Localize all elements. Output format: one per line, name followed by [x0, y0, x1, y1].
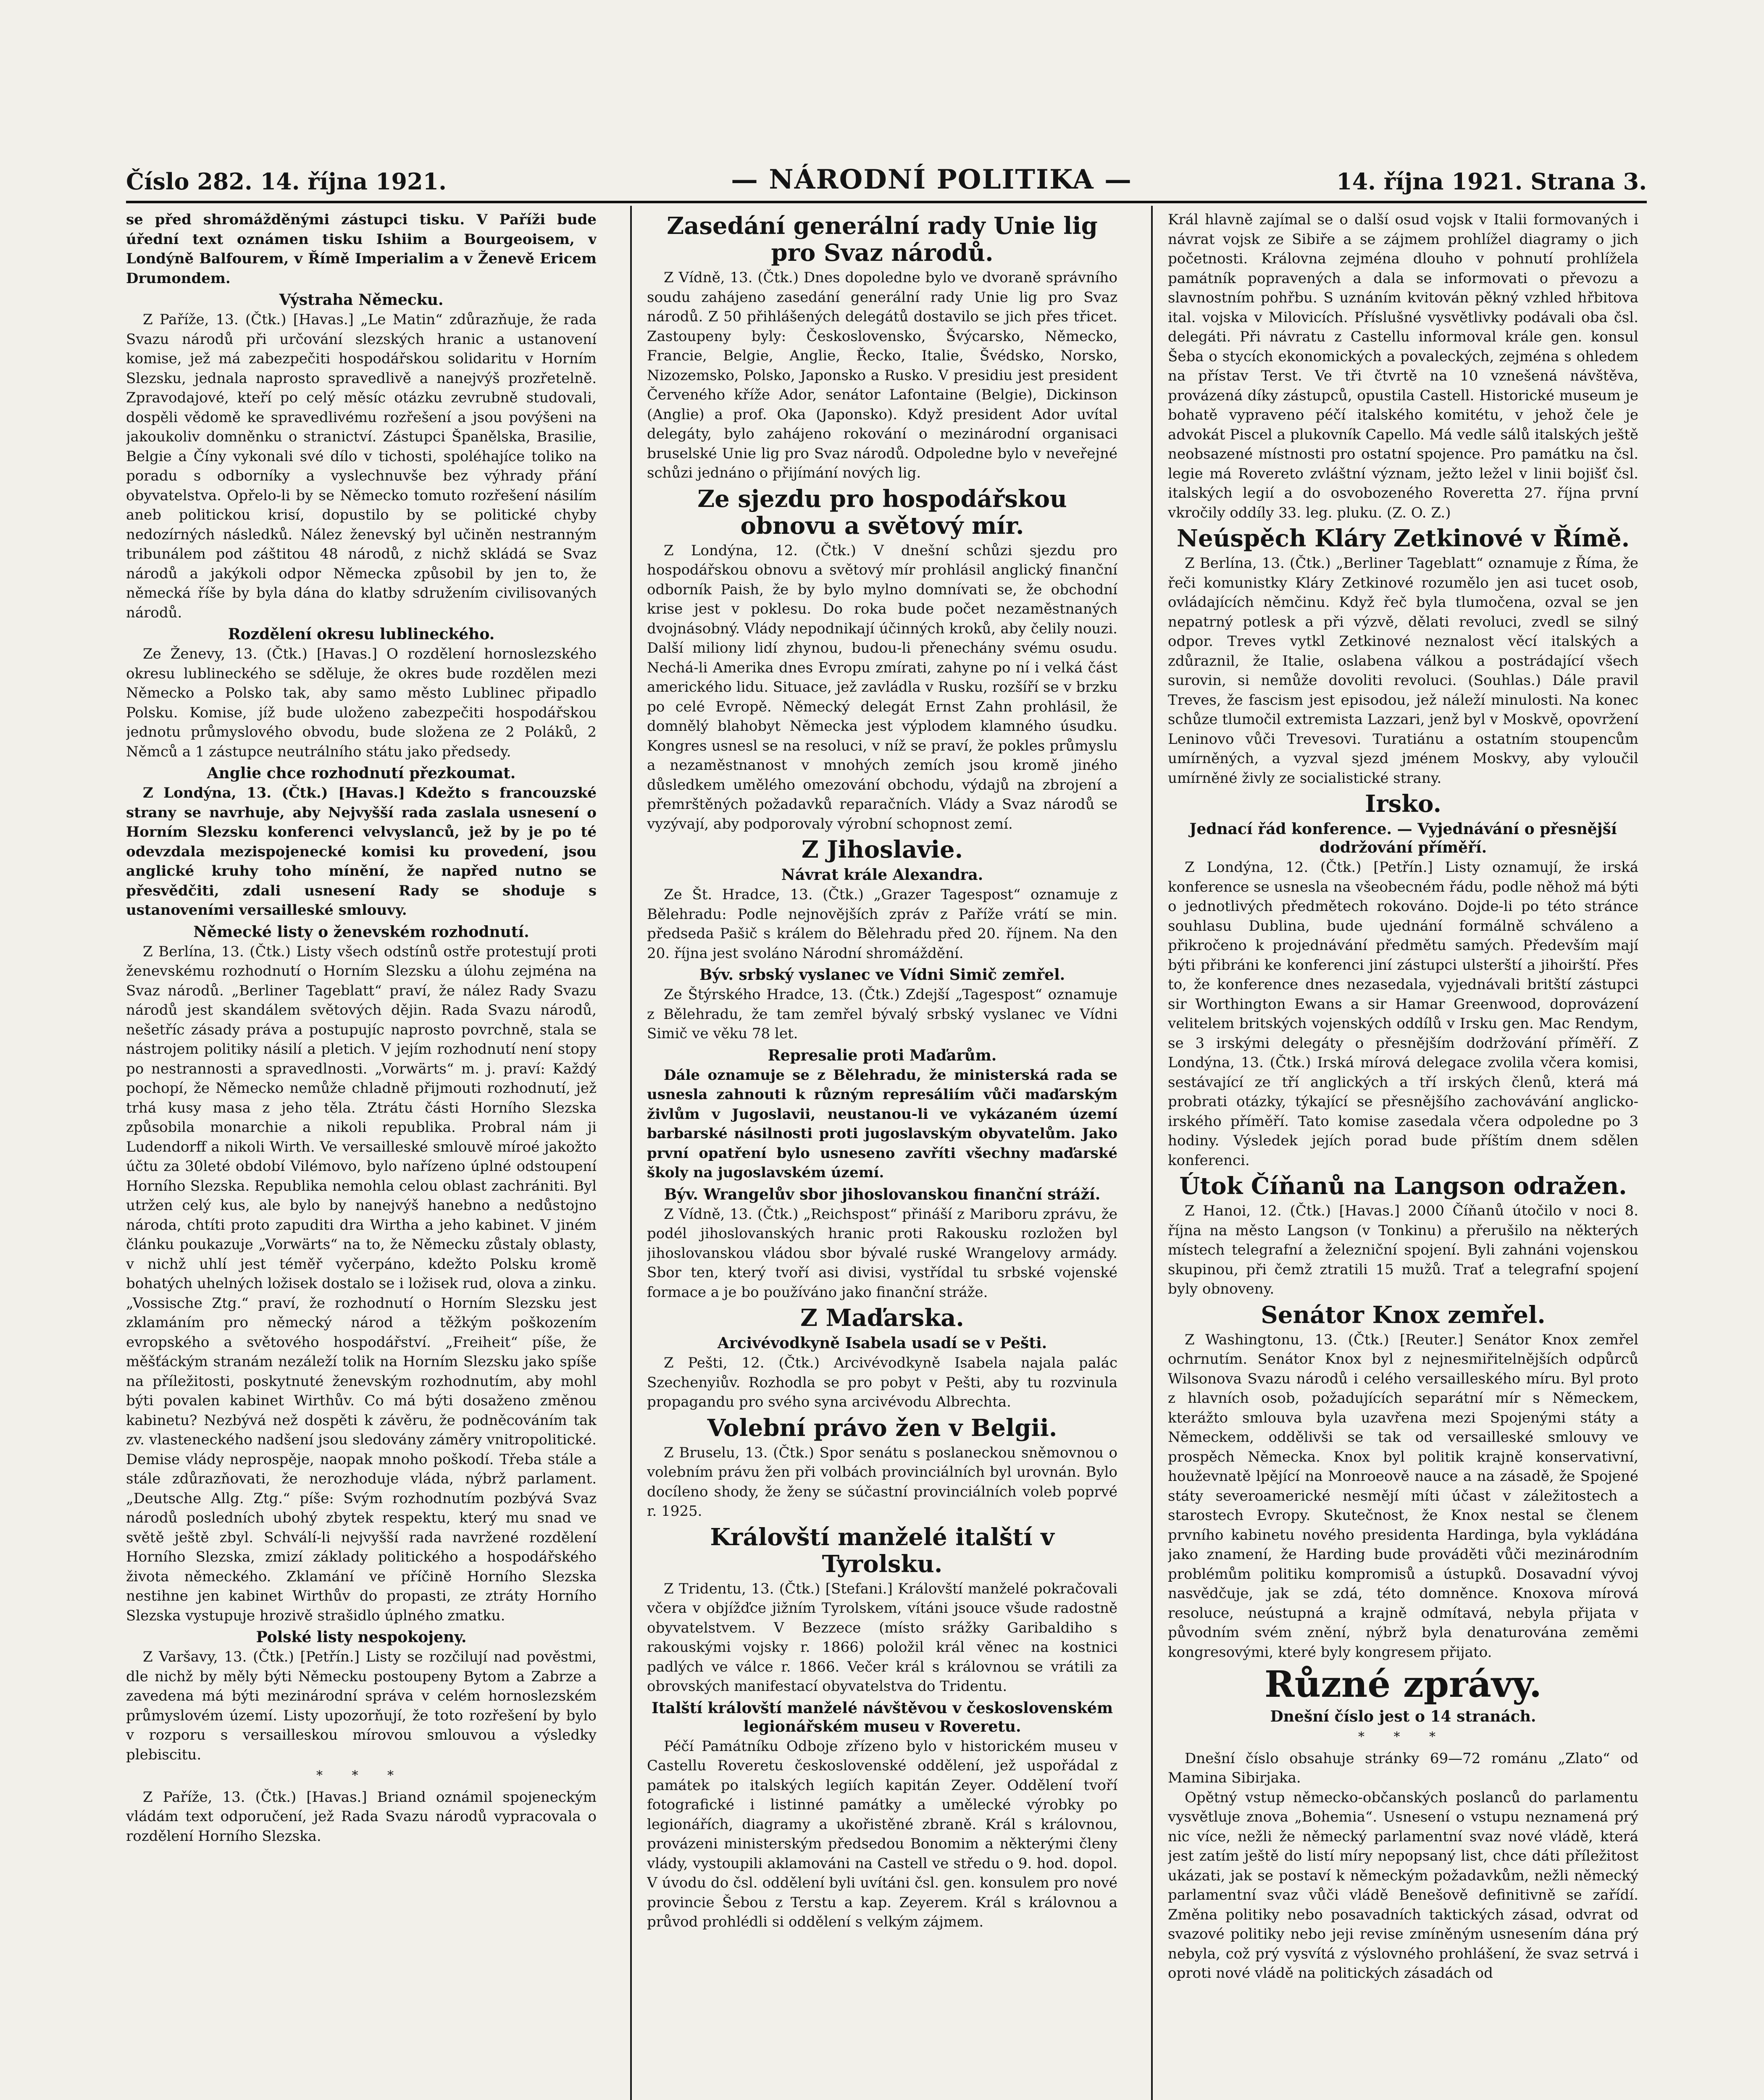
- date-page-number: 14. října 1921. Strana 3.: [1336, 168, 1647, 195]
- section-headline: Irsko.: [1365, 790, 1441, 818]
- article-text: Z Tridentu, 13. (Čtk.) [Stefani.] Královští manželé pokračovali včera v objížďce jižním Tyrolskem, vítáni jsouce všude radostně obyvatelstvem. V Bezzece (místo srážky Garibaldiho s rakouskými vojsky r. 1866) položil král věnec na kostnici padlých ve válce r. 1866. Večer král s královnou se vrátili za obrovských manifestací obyvatelstva do Tridentu.: [647, 1580, 1117, 1695]
- article-heading: Výstraha Německu.: [279, 291, 444, 309]
- section-headline: Z Maďarska.: [800, 1304, 964, 1332]
- article-text: Z Berlína, 13. (Čtk.) „Berliner Tageblatt“ oznamuje z Říma, že řeči komunistky Kláry Zetkinové rozumělo jen asi tucet osob, ovládajících němčinu. Když řeč byla tlumočena, ozval se jen nepatrný potlesk a při výzvě, dělati revoluci, zvedl se silný odpor. Treves vytkl Zetkinové neznalost věcí italských a zdůraznil, že Italie, oslabena válkou a postrádající všech surovin, si nemůže dovoliti revoluci. (Souhlas.) Dále pravil Treves, že fascism jest episodou, jež náleží minulosti. Na konec schůze tlumočil extremista Lazzari, jenž byl v Moskvě, opovržení Leninovo vůči Trevesovi. Turatiánu a ostatním stoupencům umírněných, a vyzval sjezd jménem Moskvy, aby vyloučil umírněné živly ze socialistické strany.: [1168, 555, 1638, 787]
- article-heading: Represalie proti Maďarům.: [768, 1046, 997, 1064]
- article-headline: Zasedání generální rady Unie lig pro Svaz národů.: [667, 212, 1098, 267]
- article-text: Dnešní číslo obsahuje stránky 69—72 románu „Zlato“ od Mamina Sibirjaka.: [1168, 1750, 1638, 1786]
- article-text: Péčí Památníku Odboje zřízeno bylo v historickém museu v Castellu Roveretu československé oddělení, jež uspořádal z památek po italských legiích kapitán Zeyer. Oddělení tvoří fotografické i listinné památky a umělecké výrobky po legionářích, diagramy a ukořistěné zbraně. Král s královnou, provázeni ministerským předsedou Bonomim a některými členy vlády, vystoupili aklamováni na Castell ve středu o 9. hod. dopol. V úvodu do čsl. oddělení byli uvítáni čsl. gen. konsulem pro nové provincie Šebou z Terstu a kap. Zeyerem. Král s královnou a průvod prohlédli si oddělení s velkým zájmem.: [647, 1738, 1117, 1930]
- article-heading: Italští královští manželé návštěvou v československém legionářském museu v Roveretu.: [651, 1699, 1113, 1735]
- article-heading: Jednací řád konference. — Vyjednávání o přesnější dodržování příměří.: [1189, 820, 1617, 856]
- article-heading: Arcivévodkyně Isabela usadí se v Pešti.: [717, 1334, 1047, 1352]
- article-text: Z Washingtonu, 13. (Čtk.) [Reuter.] Senátor Knox zemřel ochrnutím. Senátor Knox byl z nejnesmiřitelnějších odpůrců Wilsonova Svazu národů i celého versailleského míru. Byl proto z hlavních osob, požadujících separátní mír s Německem, kterážto smlouva byla uzavřena mezi Spojenými státy a Německem, oddělivši se tak od versailleské smlouvy ve prospěch Německa. Knox byl politik krajně konservativní, houževnatě lpějící na Monroeově nauce a na zásadě, že Spojené státy severoamerické nesmějí míti účast v záležitostech a starostech Evropy. Skutečnost, že Knox nestal se členem prvního kabinetu nového presidenta Hardinga, byla vykládána jako znamení, že Harding bude prováděti vůči mezinárodním problémům politiku kompromisů a ústupků. Dosavadní vývoj nasvědčuje, jak se zdá, této domněnce. Knoxova mírová resoluce, neústupná a krajně odmítavá, nebyla přijata v původním svém znění, nýbrž byla denaturována zeměmi kongresovými, které byly kongresem přijato.: [1168, 1331, 1638, 1661]
- article-headline: Volební právo žen v Belgii.: [707, 1414, 1057, 1442]
- section-separator: * * *: [316, 1768, 407, 1783]
- column-3: [1168, 210, 1638, 2100]
- column-divider: [1151, 206, 1153, 2100]
- article-heading: Býv. Wrangelův sbor jihoslovanskou finanční stráží.: [664, 1185, 1101, 1203]
- article-headline: Senátor Knox zemřel.: [1261, 1301, 1546, 1329]
- article-heading: Dnešní číslo jest o 14 stranách.: [1270, 1708, 1536, 1725]
- article-text: Ze Štýrského Hradce, 13. (Čtk.) Zdejší „Tagespost“ oznamuje z Bělehradu, že tam zemřel bývalý srbský vyslanec ve Vídni Simič ve věku 78 let.: [647, 986, 1117, 1042]
- page-header: [126, 164, 1647, 197]
- article-text: Dále oznamuje se z Bělehradu, že ministerská rada se usnesla zahnouti k různým represáliím vůči maďarským živlům v Jugoslavii, neustanou-li ve vykázaném území barbarské násilnosti proti jugoslavským obyvatelům. Jako první opatření bylo usneseno zavříti všechny maďarské školy na jugoslavském území.: [647, 1066, 1117, 1181]
- article-text: Z Vídně, 13. (Čtk.) Dnes dopoledne bylo ve dvoraně správního soudu zahájeno zasedání generální rady Unie lig pro Svaz národů. Z 50 přihlášených delegátů dostavilo se jich přes třicet. Zastoupeny byly: Československo, Švýcarsko, Německo, Francie, Belgie, Anglie, Řecko, Italie, Švédsko, Norsko, Nizozemsko, Polsko, Japonsko a Rusko. V presidiu jest president Červeného kříže Ador, senátor Lafontaine (Belgie), Dickinson (Anglie) a prof. Oka (Japonsko). Když president Ador uvítal delegáty, bylo zahájeno rokování o mezinárodní organisaci bruselské Unie lig pro Svaz národů. Odpoledne bylo v neveřejné schůzi jednáno o přijímání nových lig.: [647, 269, 1117, 481]
- article-text: Ze Ženevy, 13. (Čtk.) [Havas.] O rozdělení hornoslezského okresu lublineckého se sděluje, že okres bude rozdělen mezi Německo a Polsko tak, aby samo město Lublinec připadlo Polsku. Komise, jíž bude uloženo zabezpečiti hospodářskou jednotu průmyslového obvodu, bude složena ze 2 Poláků, 2 Němců a 1 zástupce neutrálního státu jako předsedy.: [126, 646, 597, 760]
- article-text: Z Vídně, 13. (Čtk.) „Reichspost“ přináší z Mariboru zprávu, že podél jihoslovanských hranic proti Rakousku rozložen byl jihoslovanskou vládou sbor bývalé ruské Wrangelovy armády. Sbor ten, který tvoří asi divisi, vystřídal tu srbské vojenské formace a je bo používáno jako finanční stráže.: [647, 1205, 1117, 1301]
- article-text: Z Pešti, 12. (Čtk.) Arcivévodkyně Isabela najala palác Szechenyiův. Rozhodla se pro pobyt v Pešti, aby tu rozvinula propagandu pro svého syna arcivévodu Albrechta.: [647, 1354, 1117, 1410]
- article-headline: Útok Číňanů na Langson odražen.: [1179, 1172, 1627, 1200]
- article-text: Král hlavně zajímal se o další osud vojsk v Italii formovaných i návrat vojsk ze Sibiře a se zájmem prohlížel diagramy o jich početnosti. Královna zejména dlouho v pohnutí prohlížela památník popravených a dala se informovati o převozu a slavnostním pohřbu. S uznáním kvitován pěkný vzhled hřbitova ital. vojska v Milovicích. Příslušné vysvětlivky podávali oba čsl. delegáti. Při návratu z Castellu informoval krále gen. konsul Šeba o stycích ekonomických a povaleckých, zejména s ohledem na přístav Terst. Ve tři čtvrtě na 10 vznešená návštěva, provázená díky zástupců, opustila Castell. Historické museum je bohatě vypraveno péčí italského komitétu, v jehož čele je advokát Piscel a plukovník Capello. Má vedle sálů italských ještě neobsazené místnosti pro ostatní spojence. Pro památku na čsl. legie má Rovereto zvláštní význam, ježto ležel v linii bojišť čsl. italských legií a do osvobozeného Roveretta 27. října první vkročily oddíly 33. leg. pluku. (Z. O. Z.): [1168, 211, 1638, 521]
- section-headline: Různé zprávy.: [1264, 1663, 1542, 1706]
- article-heading: Návrat krále Alexandra.: [781, 866, 983, 884]
- article-text: Z Varšavy, 13. (Čtk.) [Petřín.] Listy se rozčilují nad pověstmi, dle nichž by měly býti Německu postoupeny Bytom a Zabrze a zavedena má býti mezinárodní správa v celém hornoslezském průmyslovém území. Listy upozorňují, že toto rozřešení by bylo v rozporu s versailleskou mírovou smlouvou a výsledky plebiscitu.: [126, 1648, 597, 1763]
- column-1: [126, 210, 597, 2100]
- article-headline: Královští manželé italští v Tyrolsku.: [710, 1523, 1054, 1578]
- article-heading: Rozdělení okresu lublineckého.: [228, 625, 495, 643]
- section-separator: * * *: [1358, 1730, 1449, 1744]
- article-text: Z Berlína, 13. (Čtk.) Listy všech odstínů ostře protestují proti ženevskému rozhodnutí o Horním Slezsku a úlohu zejména na Svaz národů. „Berliner Tageblatt“ praví, že nález Rady Svazu národů jest skandálem světových dějin. Rada Svazu národů, nešetříc zásady práva a postupujíc naprosto povrchně, stala se nástrojem politiky násilí a pletich. V jejím rozhodnutí není stopy po nestrannosti a spravedlnosti. „Vorwärts“ m. j. praví: Každý pochopí, že Německo nemůže chladně přijmouti rozhodnutí, jež trhá kusy masa z jeho těla. Ztrátu části Horního Slezska způsobila monarchie a nikoli republika. Probral nám ji Ludendorff a nikoli Wirth. Ve versailleské smlouvě míroé jakožto účtu za 30leté období Vilémovo, bylo nařízeno úplné odstoupení Horního Slezska. Republika nemohla celou oblast zachrániti. Byl utržen celý kus, ale bylo by nanejvýš hanebno a nedůstojno národa, chtíti proto zapuditi dra Wirtha a jeho kabinet. V jiném článku poukazuje „Vorwärts“ na to, že Německu zůstaly oblasty, v nichž uhlí jest téměř vyčerpáno, kdežto Polsku kromě bohatých uhelných ložisek dostalo se i ložisek rud, olova a zinku. „Vossische Ztg.“ praví, že rozhodnutí o Horním Slezsku jest zklamáním pro německý národ a těžkým poškozením evropského a světového hospodářství. „Freiheit“ píše, že měšťáckým stranám nezáleží tolik na Horním Slezsku jako spíše na příležitosti, poskytnuté ženevským rozhodnutím, aby mohl býti povalen kabinet Wirthův. Co má býti dosaženo změnou kabinetu? Nezbývá než dospěti k závěru, že podněcováním tak zv. vlasteneckého nadšení jsou sledovány záměry vnitropolitické. Demise vlády neprospěje, naopak mnoho poškodí. Třeba stále a stále zdůrazňovati, že nerozhoduje vláda, nýbrž parlament. „Deutsche Allg. Ztg.“ píše: Svým rozhodnutím pozbývá Svaz národů posledních ubohý zbytek respektu, který mu snad ve světě ještě zbyl. Schválí-li nejvyšší rada navržené rozdělení Horního Slezska, zmizí základy politického a hospodářského života německého. Zklamání ve příčině Horního Slezska nestihne jen kabinet Wirthův do propasti, ze ztráty Horního Slezska vystupuje hrozivě strašidlo úplného zmatku.: [126, 943, 597, 1624]
- article-text: Opětný vstup německo-občanských poslanců do parlamentu vysvětluje znova „Bohemia“. Usnesení o vstupu neznamená prý nic více, nežli že německý parlamentní svaz nové vládě, která jest zatím ještě do listí míry nepopsaný list, chce dáti příležitost ukázati, jak se postaví k německým požadavkům, nežli německý parlamentní svaz vůči vládě Benešově definitivně se zařídí. Změna politiky nebo posavadních taktických zásad, odvrat od svazové politiky nebo jeji revise zmíněným usnesením dána prý nebyla, což prý vysvítá z výslovného prohlášení, že svaz setrvá i oproti nové vládě na politických zásadách od: [1168, 1789, 1638, 1982]
- column-divider: [630, 206, 632, 2100]
- article-heading: Polské listy nespokojeny.: [256, 1628, 467, 1646]
- article-headline: Ze sjezdu pro hospodářskou obnovu a světový mír.: [697, 485, 1067, 540]
- article-heading: Anglie chce rozhodnutí přezkoumat.: [207, 764, 516, 782]
- article-text: Ze Št. Hradce, 13. (Čtk.) „Grazer Tagespost“ oznamuje z Bělehradu: Podle nejnovějších zpráv z Paříže vrátí se min. předseda Pašič s králem do Bělehradu před 20. říjnem. Na den 20. října jest svoláno Národní shromáždění.: [647, 886, 1117, 962]
- column-2: [647, 210, 1117, 2100]
- header-rule: [126, 201, 1647, 203]
- masthead-title: — NÁRODNÍ POLITIKA —: [731, 164, 1132, 195]
- article-text: Z Paříže, 13. (Čtk.) [Havas.] Briand oznámil spojeneckým vládám text odporučení, jež Rada Svazu národů vypracovala o rozdělení Horního Slezska.: [126, 1788, 597, 1845]
- article-headline: Neúspěch Kláry Zetkinové v Římě.: [1176, 525, 1630, 552]
- article-text: Z Paříže, 13. (Čtk.) [Havas.] „Le Matin“ zdůrazňuje, že rada Svazu národů při určování slezských hranic a ustanovení komise, jež má zabezpečiti hospodářskou solidaritu v Horním Slezsku, jednala naprosto spravedlivě a nanejvýš prozřetelně. Zpravodajové, kteří po celý měsíc otázku zevrubně studovali, dospěli vědomě ke spravedlivému rozřešení a jsou povýšeni na jakoukoliv domněnku o stranictví. Zástupci Španělska, Brasilie, Belgie a Číny vykonali své dílo v tichosti, spoléhajíce toliko na poradu s odborníky a vyslechnuvše bez výhrady přání obyvatelstva. Opřelo-li by se Německo tomuto rozřešení násilím aneb politickou krisí, dopustilo by se politické chyby nedozírných následků. Nález ženevský byl učiněn nestranným tribunálem pod záštitou 48 národů, z nichž skládá se Svaz národů a jakýkoli odpor Německa způsobil by jen to, že německá říše by byla dána do klatby sdružením civilisovaných národů.: [126, 311, 597, 621]
- article-text: Z Londýna, 12. (Čtk.) [Petřín.] Listy oznamují, že irská konference se usnesla na všeobecném řádu, podle něhož má býti o jednotlivých předmětech rokováno. Dojde-li po této stránce souhlasu Dublina, bude ujednání formálně schváleno a přikročeno k projednávání předmětu samých. Především mají býti přibráni ke konferenci jiní zástupci ulsterští a jihoirští. Přes to, že konference dnes nezasedala, vyjednávali britští zástupci sir Worthington Ewans a sir Hamar Greenwood, doprovázení velitelem britských vojenských oddílů v Irsku gen. Mac Rendym, se 3 irskými delegáty o přesnějším dodržování příměří. Z Londýna, 13. (Čtk.) Irská mírová delegace zvolila včera komisi, sestávající ze tří anglických a tří irských členů, která má probrati otázky, týkající se přesnějšího zachovávání anglicko-irského příměří. Tato komise zasedala včera odpoledne po 3 hodiny. Výsledek jejích porad bude příštím dnem sdělen konferenci.: [1168, 859, 1638, 1169]
- article-text: se před shromážděnými zástupci tisku. V Paříži bude úřední text oznámen tisku Ishiim a Bourgeoisem, v Londýně Balfourem, v Římě Imperialim a v Ženevě Ericem Drumondem.: [126, 211, 597, 287]
- article-heading: Německé listy o ženevském rozhodnutí.: [193, 923, 529, 941]
- article-heading: Býv. srbský vyslanec ve Vídni Simič zemřel.: [699, 966, 1065, 984]
- section-headline: Z Jihoslavie.: [801, 836, 963, 864]
- article-text: Z Londýna, 13. (Čtk.) [Havas.] Kdežto s francouzské strany se navrhuje, aby Nejvyšší rada zaslala usnesení o Horním Slezsku konferenci velvyslanců, jež by je po té odevzdala mezispojenecké komisi ku provedení, jsou anglické kruhy toho mínění, že napřed nutno se přesvědčiti, zdali usnesení Rady se shoduje s ustanoveními versailleské smlouvy.: [126, 785, 597, 919]
- article-text: Z Bruselu, 13. (Čtk.) Spor senátu s poslaneckou sněmovnou o volebním právu žen při volbách provinciálních byl urovnán. Bylo docíleno shody, že ženy se súčastní provinciálních voleb poprvé r. 1925.: [647, 1444, 1117, 1520]
- issue-number-date: Číslo 282. 14. října 1921.: [126, 168, 447, 195]
- article-text: Z Londýna, 12. (Čtk.) V dnešní schůzi sjezdu pro hospodářskou obnovu a světový mír prohlásil anglický finanční odborník Paish, že by bylo mylno domnívati se, že obchodní krise jest v poklesu. Do roka bude počet nezaměstnaných dvojnásobný. Vlády nepodnikají účinných kroků, aby čelily nouzi. Další miliony lidí zhynou, budou-li přenechány svému osudu. Nechá-li Amerika dnes Evropu zmírati, zahyne po ní i velká část amerického lidu. Situace, jež zavládla v Rusku, rozšíří se v brzku po celé Evropě. Německý delegát Ernst Zahn prohlásil, že domnělý blahobyt Německa jest výplodem klamného úsudku. Kongres usnesl se na resoluci, v níž se praví, že pokles průmyslu a nezaměstnanost v mnohých zemích jsou kromě jiného důsledkem umělého omezování obchodu, výdajů na zbrojení a přemrštěných požadavků reparačních. Vlády a Svaz národů se vyzývají, aby podporovaly výrobní schopnost zemí.: [647, 542, 1117, 832]
- article-text: Z Hanoi, 12. (Čtk.) [Havas.] 2000 Číňanů útočilo v noci 8. října na město Langson (v Tonkinu) a přerušilo na některých místech telegrafní a železniční spojení. Byli zahnáni vojenskou skupinou, při čemž ztratili 15 mužů. Trať a telegrafní spojení byly obnoveny.: [1168, 1202, 1638, 1297]
